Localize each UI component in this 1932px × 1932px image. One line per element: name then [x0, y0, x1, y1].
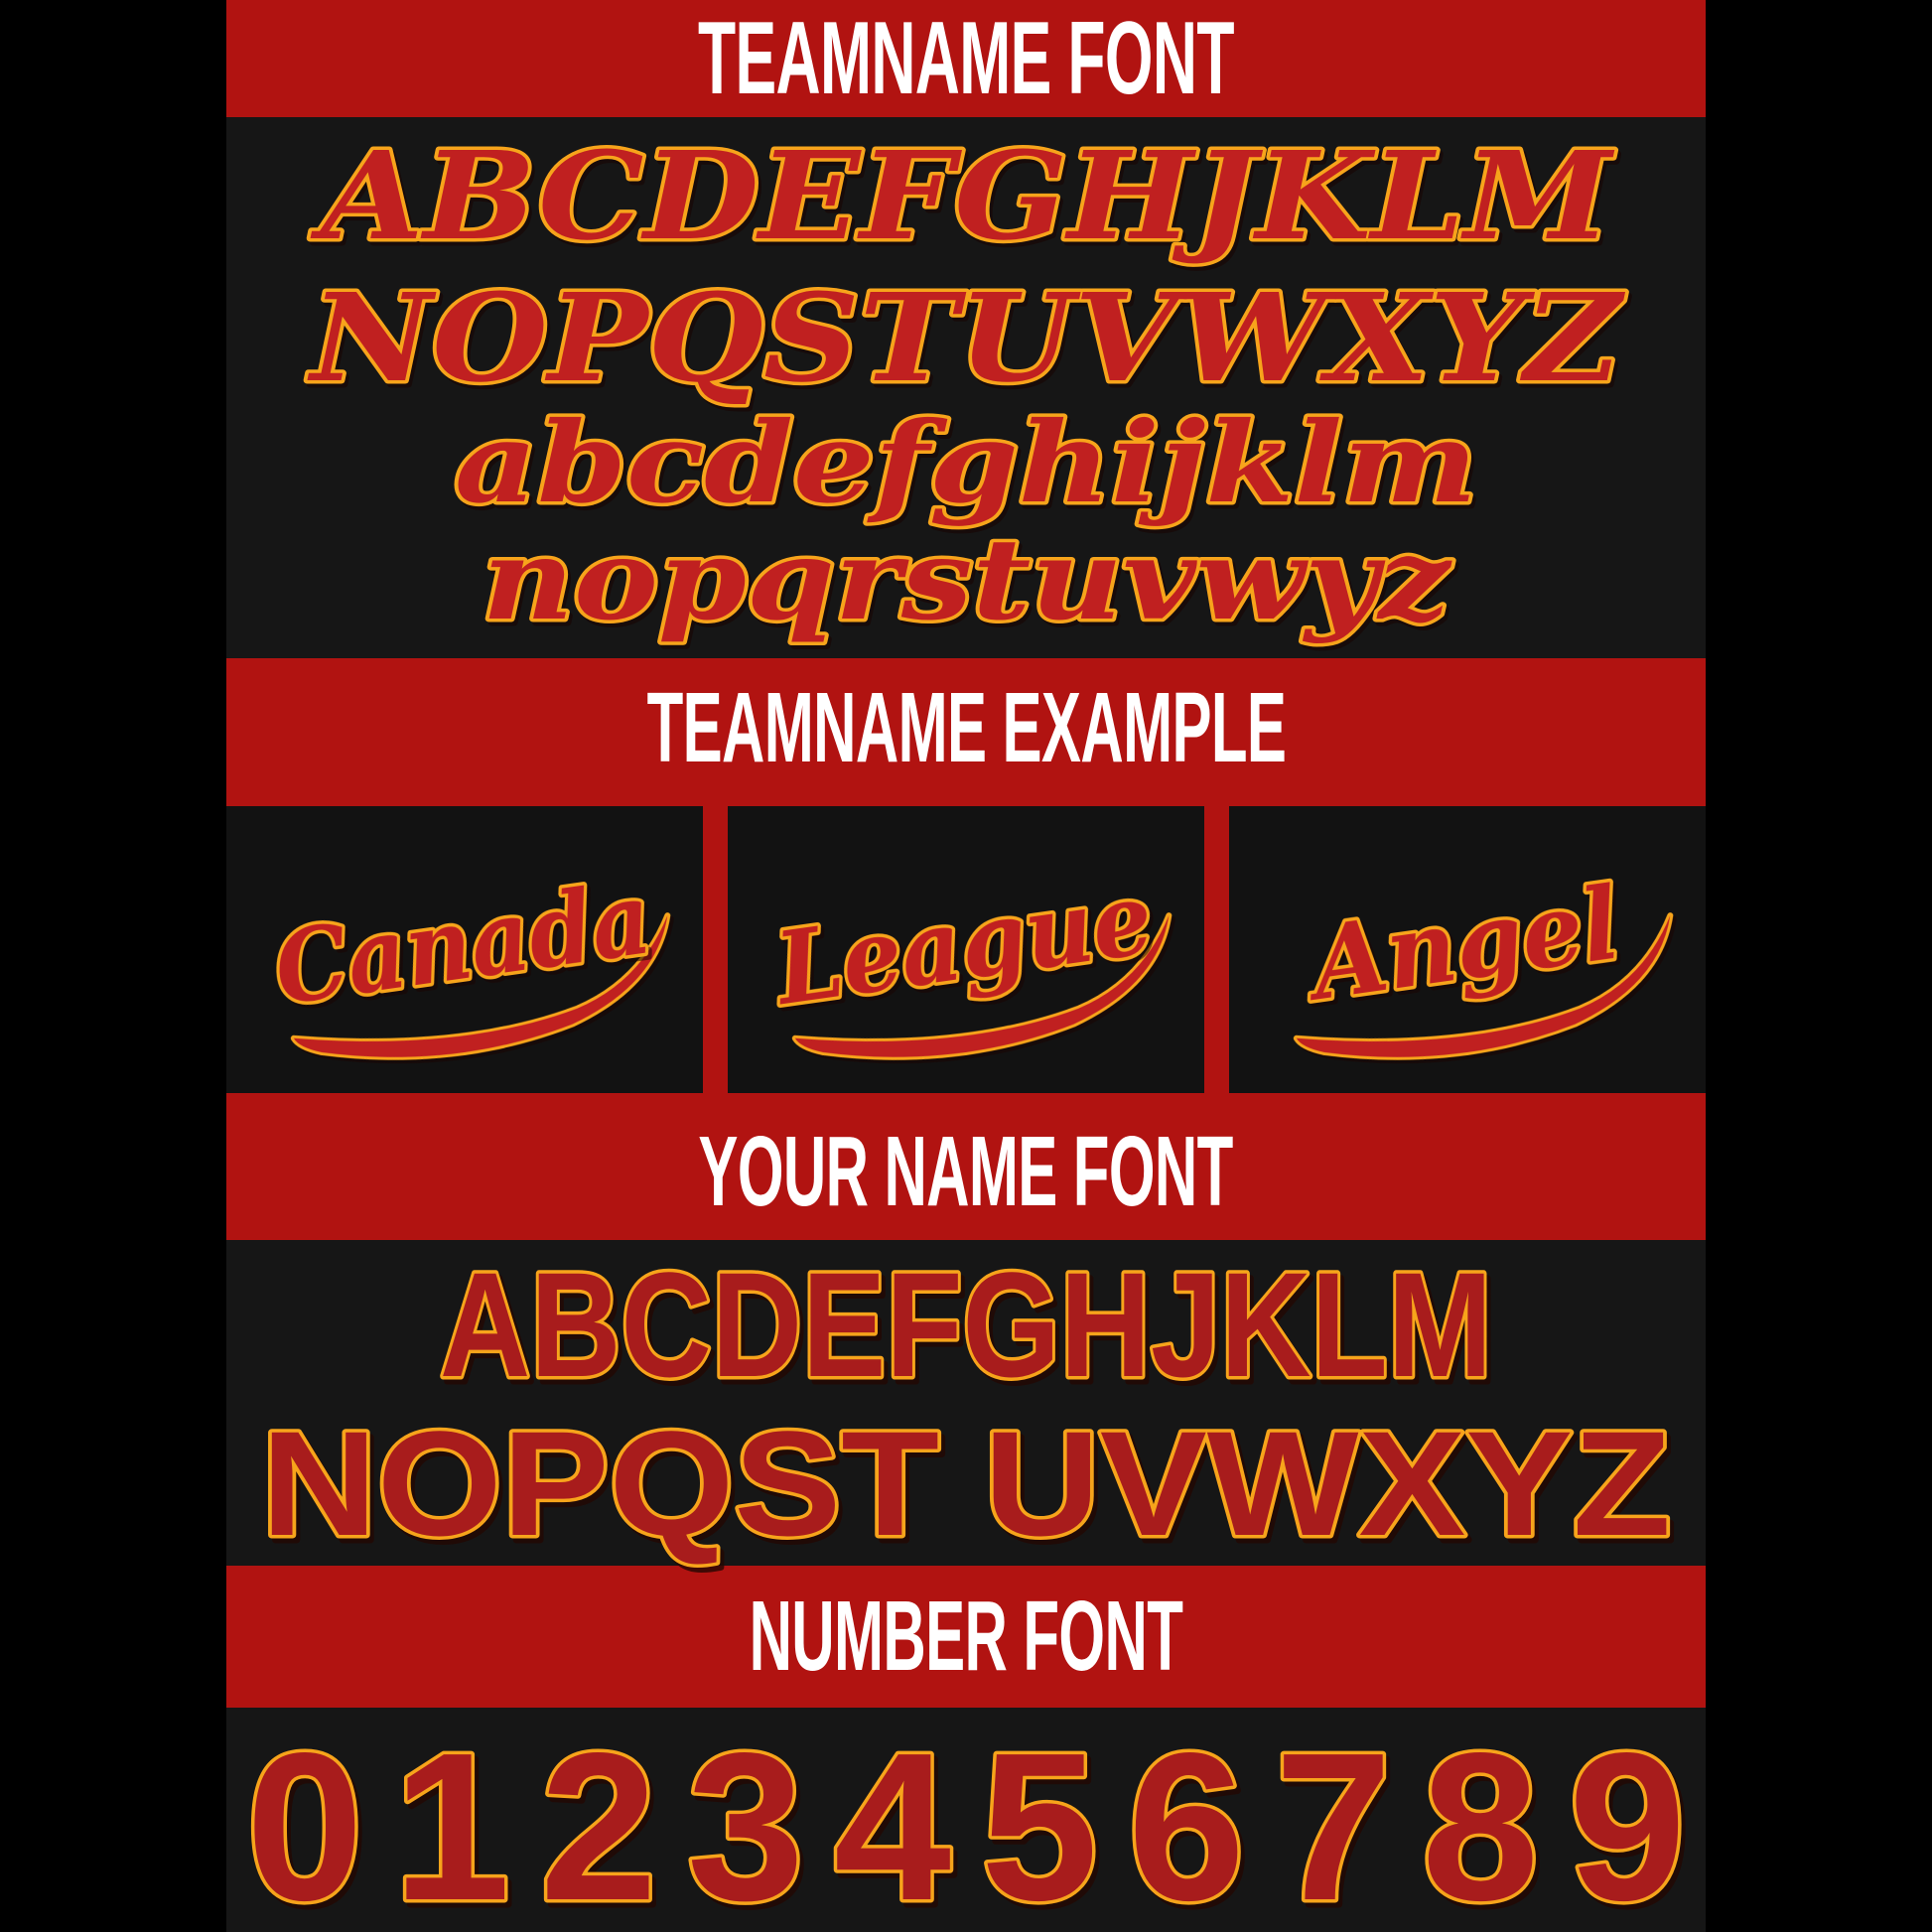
script-letters-a-m: ABCDEFGHJKLM — [310, 124, 1616, 268]
script-letters-n-z: NOPQSTUVWXYZ — [306, 266, 1626, 410]
block-uppercase-row-2 — [226, 1399, 1706, 1567]
example-word: Canada — [267, 854, 694, 1028]
teamname-font-title: TEAMNAME FONT — [698, 0, 1234, 116]
number-font-banner — [226, 1566, 1706, 1708]
script-lowercase-row-1 — [226, 397, 1706, 528]
number-row — [226, 1709, 1706, 1932]
number-font-title: NUMBER FONT — [749, 1581, 1183, 1692]
teamname-font-banner — [226, 0, 1706, 117]
example-panel-angel — [1229, 806, 1706, 1093]
teamname-example-banner — [226, 658, 1706, 797]
your-name-font-section — [226, 1240, 1706, 1566]
script-letters-n-z-lower: nopqrstuvwyz — [482, 514, 1453, 645]
teamname-font-script-section — [226, 117, 1706, 658]
number-digits: 0123456789 — [246, 1709, 1686, 1932]
script-lowercase-row-2 — [226, 514, 1706, 645]
example-panel-canada — [226, 806, 703, 1093]
example-word: League — [768, 855, 1184, 1028]
script-uppercase-row-2 — [226, 266, 1706, 410]
block-letters-a-m: ABCDEFGHJKLM — [440, 1241, 1492, 1409]
your-name-font-banner — [226, 1104, 1706, 1240]
example-panel-league — [728, 806, 1204, 1093]
example-word-art-canada — [226, 806, 703, 1093]
block-uppercase-row-1 — [226, 1241, 1706, 1409]
script-letters-a-m-lower: abcdefghijklm — [455, 397, 1477, 528]
example-word-art-angel — [1229, 806, 1706, 1093]
example-word: Angel — [1305, 862, 1638, 1024]
number-font-section — [226, 1708, 1706, 1932]
example-word-art-league — [728, 806, 1204, 1093]
script-uppercase-row-1 — [226, 124, 1706, 268]
font-showcase-page — [226, 0, 1706, 1932]
teamname-example-title: TEAMNAME EXAMPLE — [646, 671, 1286, 783]
teamname-example-section — [226, 797, 1706, 1104]
block-letters-n-z: NOPQST UVWXYZ — [261, 1399, 1671, 1567]
your-name-font-title: YOUR NAME FONT — [698, 1116, 1234, 1227]
